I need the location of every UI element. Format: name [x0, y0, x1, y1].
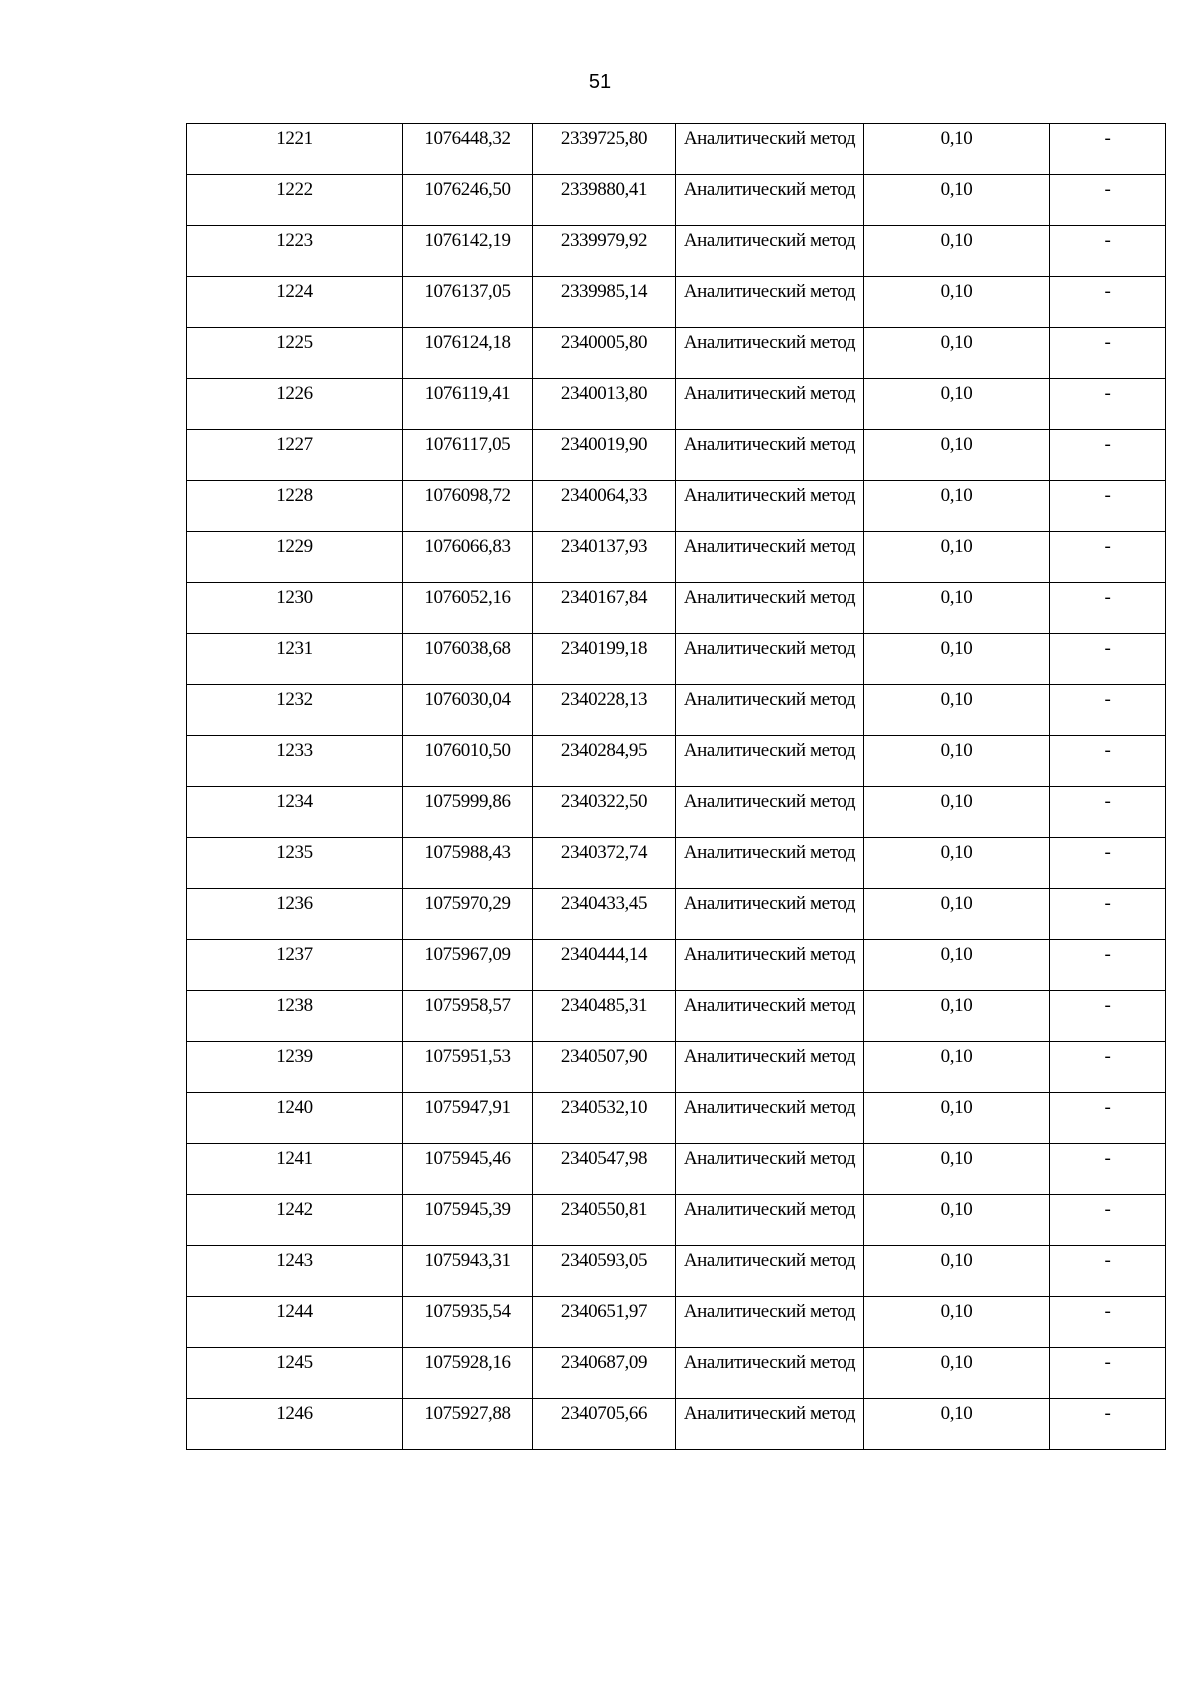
method-cell: Аналитический метод	[676, 838, 864, 889]
method-cell: Аналитический метод	[676, 1144, 864, 1195]
point-number-cell: 1230	[187, 583, 403, 634]
accuracy-cell: 0,10	[864, 583, 1050, 634]
table-row	[187, 124, 1166, 175]
method-cell: Аналитический метод	[676, 583, 864, 634]
method-cell: Аналитический метод	[676, 328, 864, 379]
x-coordinate-cell: 1075951,53	[403, 1042, 533, 1093]
y-coordinate-cell: 2340199,18	[533, 634, 676, 685]
note-cell: -	[1050, 328, 1166, 379]
point-number-cell: 1244	[187, 1297, 403, 1348]
note-cell: -	[1050, 430, 1166, 481]
method-cell: Аналитический метод	[676, 634, 864, 685]
method-cell: Аналитический метод	[676, 991, 864, 1042]
note-cell: -	[1050, 1144, 1166, 1195]
note-cell: -	[1050, 379, 1166, 430]
point-number-cell: 1242	[187, 1195, 403, 1246]
method-cell: Аналитический метод	[676, 1195, 864, 1246]
point-number-cell: 1238	[187, 991, 403, 1042]
table-row	[187, 481, 1166, 532]
table-row	[187, 430, 1166, 481]
accuracy-cell: 0,10	[864, 124, 1050, 175]
x-coordinate-cell: 1075970,29	[403, 889, 533, 940]
y-coordinate-cell: 2340322,50	[533, 787, 676, 838]
accuracy-cell: 0,10	[864, 736, 1050, 787]
x-coordinate-cell: 1076038,68	[403, 634, 533, 685]
method-cell: Аналитический метод	[676, 1399, 864, 1450]
coordinates-table	[186, 123, 1166, 1450]
table-row	[187, 736, 1166, 787]
note-cell: -	[1050, 736, 1166, 787]
x-coordinate-cell: 1075958,57	[403, 991, 533, 1042]
point-number-cell: 1232	[187, 685, 403, 736]
x-coordinate-cell: 1075928,16	[403, 1348, 533, 1399]
table-row	[187, 532, 1166, 583]
note-cell: -	[1050, 634, 1166, 685]
note-cell: -	[1050, 226, 1166, 277]
point-number-cell: 1237	[187, 940, 403, 991]
x-coordinate-cell: 1076142,19	[403, 226, 533, 277]
y-coordinate-cell: 2340013,80	[533, 379, 676, 430]
accuracy-cell: 0,10	[864, 1144, 1050, 1195]
accuracy-cell: 0,10	[864, 889, 1050, 940]
point-number-cell: 1223	[187, 226, 403, 277]
table-row	[187, 328, 1166, 379]
accuracy-cell: 0,10	[864, 1093, 1050, 1144]
table-row	[187, 583, 1166, 634]
accuracy-cell: 0,10	[864, 940, 1050, 991]
point-number-cell: 1229	[187, 532, 403, 583]
note-cell: -	[1050, 1399, 1166, 1450]
note-cell: -	[1050, 991, 1166, 1042]
y-coordinate-cell: 2339725,80	[533, 124, 676, 175]
method-cell: Аналитический метод	[676, 889, 864, 940]
method-cell: Аналитический метод	[676, 1246, 864, 1297]
y-coordinate-cell: 2340687,09	[533, 1348, 676, 1399]
y-coordinate-cell: 2339880,41	[533, 175, 676, 226]
method-cell: Аналитический метод	[676, 124, 864, 175]
note-cell: -	[1050, 175, 1166, 226]
x-coordinate-cell: 1075967,09	[403, 940, 533, 991]
note-cell: -	[1050, 124, 1166, 175]
note-cell: -	[1050, 889, 1166, 940]
note-cell: -	[1050, 532, 1166, 583]
note-cell: -	[1050, 277, 1166, 328]
accuracy-cell: 0,10	[864, 1348, 1050, 1399]
method-cell: Аналитический метод	[676, 226, 864, 277]
accuracy-cell: 0,10	[864, 634, 1050, 685]
table-row	[187, 1144, 1166, 1195]
point-number-cell: 1225	[187, 328, 403, 379]
x-coordinate-cell: 1076124,18	[403, 328, 533, 379]
method-cell: Аналитический метод	[676, 1297, 864, 1348]
coordinates-table-body	[187, 124, 1166, 1450]
note-cell: -	[1050, 1093, 1166, 1144]
table-row	[187, 226, 1166, 277]
accuracy-cell: 0,10	[864, 991, 1050, 1042]
accuracy-cell: 0,10	[864, 1246, 1050, 1297]
point-number-cell: 1224	[187, 277, 403, 328]
table-row	[187, 940, 1166, 991]
y-coordinate-cell: 2340593,05	[533, 1246, 676, 1297]
y-coordinate-cell: 2340019,90	[533, 430, 676, 481]
note-cell: -	[1050, 940, 1166, 991]
point-number-cell: 1241	[187, 1144, 403, 1195]
point-number-cell: 1243	[187, 1246, 403, 1297]
note-cell: -	[1050, 1348, 1166, 1399]
x-coordinate-cell: 1076030,04	[403, 685, 533, 736]
note-cell: -	[1050, 1042, 1166, 1093]
accuracy-cell: 0,10	[864, 685, 1050, 736]
table-row	[187, 838, 1166, 889]
method-cell: Аналитический метод	[676, 481, 864, 532]
table-row	[187, 787, 1166, 838]
y-coordinate-cell: 2340507,90	[533, 1042, 676, 1093]
note-cell: -	[1050, 583, 1166, 634]
note-cell: -	[1050, 1195, 1166, 1246]
page-number: 51	[588, 71, 612, 93]
y-coordinate-cell: 2340532,10	[533, 1093, 676, 1144]
point-number-cell: 1239	[187, 1042, 403, 1093]
method-cell: Аналитический метод	[676, 736, 864, 787]
point-number-cell: 1233	[187, 736, 403, 787]
point-number-cell: 1222	[187, 175, 403, 226]
x-coordinate-cell: 1075943,31	[403, 1246, 533, 1297]
point-number-cell: 1246	[187, 1399, 403, 1450]
x-coordinate-cell: 1075945,39	[403, 1195, 533, 1246]
method-cell: Аналитический метод	[676, 277, 864, 328]
method-cell: Аналитический метод	[676, 1348, 864, 1399]
x-coordinate-cell: 1076119,41	[403, 379, 533, 430]
table-row	[187, 1042, 1166, 1093]
point-number-cell: 1228	[187, 481, 403, 532]
note-cell: -	[1050, 838, 1166, 889]
y-coordinate-cell: 2340433,45	[533, 889, 676, 940]
x-coordinate-cell: 1075947,91	[403, 1093, 533, 1144]
table-row	[187, 634, 1166, 685]
method-cell: Аналитический метод	[676, 379, 864, 430]
x-coordinate-cell: 1076137,05	[403, 277, 533, 328]
x-coordinate-cell: 1076448,32	[403, 124, 533, 175]
x-coordinate-cell: 1076098,72	[403, 481, 533, 532]
method-cell: Аналитический метод	[676, 787, 864, 838]
y-coordinate-cell: 2340137,93	[533, 532, 676, 583]
point-number-cell: 1227	[187, 430, 403, 481]
method-cell: Аналитический метод	[676, 430, 864, 481]
point-number-cell: 1245	[187, 1348, 403, 1399]
point-number-cell: 1234	[187, 787, 403, 838]
method-cell: Аналитический метод	[676, 1093, 864, 1144]
accuracy-cell: 0,10	[864, 430, 1050, 481]
x-coordinate-cell: 1076052,16	[403, 583, 533, 634]
accuracy-cell: 0,10	[864, 1399, 1050, 1450]
accuracy-cell: 0,10	[864, 226, 1050, 277]
x-coordinate-cell: 1076066,83	[403, 532, 533, 583]
note-cell: -	[1050, 1246, 1166, 1297]
y-coordinate-cell: 2340005,80	[533, 328, 676, 379]
x-coordinate-cell: 1076246,50	[403, 175, 533, 226]
accuracy-cell: 0,10	[864, 1042, 1050, 1093]
accuracy-cell: 0,10	[864, 1297, 1050, 1348]
method-cell: Аналитический метод	[676, 175, 864, 226]
point-number-cell: 1231	[187, 634, 403, 685]
note-cell: -	[1050, 787, 1166, 838]
y-coordinate-cell: 2340167,84	[533, 583, 676, 634]
accuracy-cell: 0,10	[864, 277, 1050, 328]
table-row	[187, 1195, 1166, 1246]
point-number-cell: 1226	[187, 379, 403, 430]
point-number-cell: 1236	[187, 889, 403, 940]
note-cell: -	[1050, 481, 1166, 532]
y-coordinate-cell: 2340372,74	[533, 838, 676, 889]
x-coordinate-cell: 1076010,50	[403, 736, 533, 787]
method-cell: Аналитический метод	[676, 532, 864, 583]
y-coordinate-cell: 2340550,81	[533, 1195, 676, 1246]
x-coordinate-cell: 1075935,54	[403, 1297, 533, 1348]
accuracy-cell: 0,10	[864, 1195, 1050, 1246]
y-coordinate-cell: 2340547,98	[533, 1144, 676, 1195]
y-coordinate-cell: 2339985,14	[533, 277, 676, 328]
table-row	[187, 379, 1166, 430]
y-coordinate-cell: 2339979,92	[533, 226, 676, 277]
x-coordinate-cell: 1075988,43	[403, 838, 533, 889]
table-row	[187, 175, 1166, 226]
method-cell: Аналитический метод	[676, 685, 864, 736]
x-coordinate-cell: 1075999,86	[403, 787, 533, 838]
note-cell: -	[1050, 685, 1166, 736]
point-number-cell: 1240	[187, 1093, 403, 1144]
point-number-cell: 1221	[187, 124, 403, 175]
accuracy-cell: 0,10	[864, 481, 1050, 532]
table-row	[187, 685, 1166, 736]
note-cell: -	[1050, 1297, 1166, 1348]
x-coordinate-cell: 1075927,88	[403, 1399, 533, 1450]
table-row	[187, 991, 1166, 1042]
accuracy-cell: 0,10	[864, 838, 1050, 889]
table-row	[187, 1348, 1166, 1399]
y-coordinate-cell: 2340444,14	[533, 940, 676, 991]
accuracy-cell: 0,10	[864, 328, 1050, 379]
table-row	[187, 1399, 1166, 1450]
x-coordinate-cell: 1075945,46	[403, 1144, 533, 1195]
table-row	[187, 1246, 1166, 1297]
table-row	[187, 1093, 1166, 1144]
table-row	[187, 889, 1166, 940]
method-cell: Аналитический метод	[676, 940, 864, 991]
method-cell: Аналитический метод	[676, 1042, 864, 1093]
y-coordinate-cell: 2340651,97	[533, 1297, 676, 1348]
y-coordinate-cell: 2340705,66	[533, 1399, 676, 1450]
accuracy-cell: 0,10	[864, 532, 1050, 583]
accuracy-cell: 0,10	[864, 787, 1050, 838]
x-coordinate-cell: 1076117,05	[403, 430, 533, 481]
y-coordinate-cell: 2340485,31	[533, 991, 676, 1042]
table-row	[187, 1297, 1166, 1348]
y-coordinate-cell: 2340064,33	[533, 481, 676, 532]
y-coordinate-cell: 2340284,95	[533, 736, 676, 787]
accuracy-cell: 0,10	[864, 175, 1050, 226]
y-coordinate-cell: 2340228,13	[533, 685, 676, 736]
table-row	[187, 277, 1166, 328]
point-number-cell: 1235	[187, 838, 403, 889]
accuracy-cell: 0,10	[864, 379, 1050, 430]
